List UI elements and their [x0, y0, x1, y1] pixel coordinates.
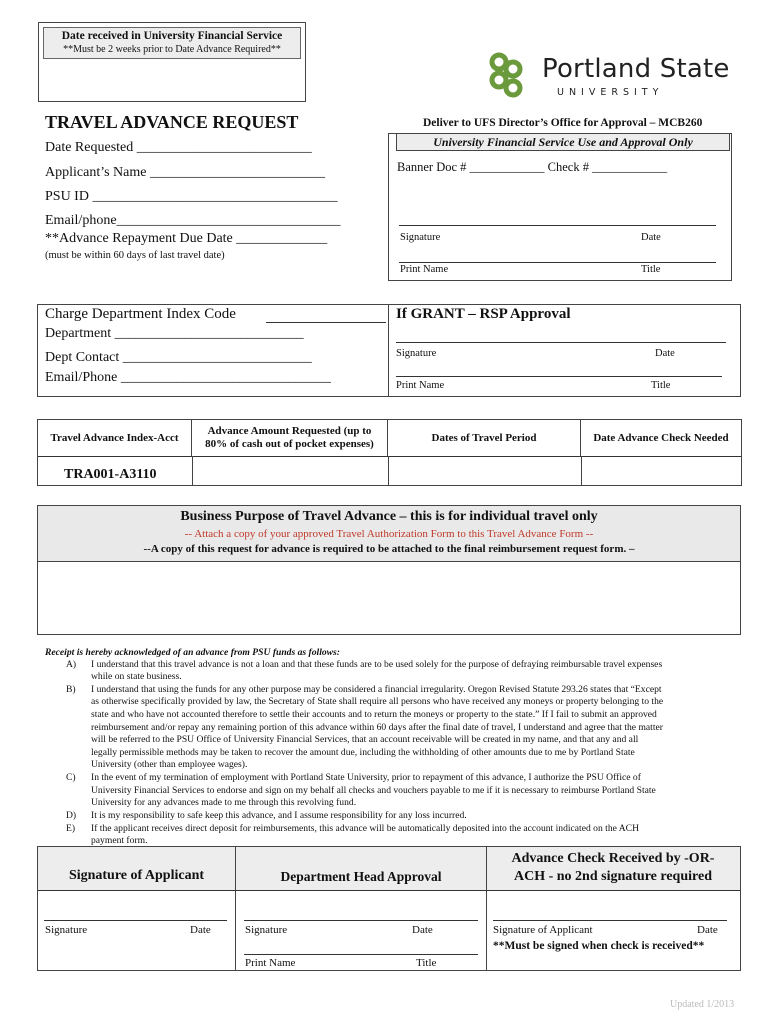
table-col-divider-3 [581, 456, 582, 485]
dept-print-name-label: Print Name [245, 957, 296, 969]
dept-date-label: Date [412, 924, 433, 936]
attach-authorization-note: -- Attach a copy of your approved Travel Authorization Form to this Travel Advance Form -- [184, 528, 594, 540]
grant-signature-label: Signature [396, 348, 437, 359]
charge-index-heading: Charge Department Index Code [45, 306, 236, 322]
ack-b-line: reimbursement and/or repay any remaining portion of this advance within 60 days after the final date of travel, I understand and agree that the matter [91, 722, 663, 733]
index-acct-value: TRA001-A3110 [64, 467, 157, 482]
table-col-divider-1 [192, 456, 193, 485]
th-amount-requested: Advance Amount Requested (up to 80% of cash out of pocket expenses) [192, 420, 388, 456]
applicant-signature-heading: Signature of Applicant [68, 868, 205, 883]
dept-signature-label: Signature [245, 924, 288, 936]
ufs-approval-box [388, 133, 732, 281]
sig-col-divider-1 [235, 847, 236, 971]
applicant-name-field[interactable]: Applicant’s Name _________________________ [45, 165, 325, 180]
psu-logo-icon [487, 50, 525, 100]
check-needed-input[interactable] [583, 457, 740, 484]
ack-letter-c: C) [66, 772, 76, 783]
grant-signature-line[interactable] [396, 342, 726, 343]
ufs-signature-label: Signature [400, 232, 441, 243]
dept-email-phone-field[interactable]: Email/Phone ______________________________ [45, 370, 331, 385]
ufs-signature-line[interactable] [399, 225, 716, 226]
ack-b-line: will be referred to the PSU Office of University Financial Services, that an account receivable will be created in my name, and that any and all [91, 734, 639, 745]
ack-letter-a: A) [66, 659, 77, 670]
ufs-only-banner [396, 133, 730, 151]
must-sign-note: **Must be signed when check is received** [493, 940, 705, 952]
date-received-note: **Must be 2 weeks prior to Date Advance Required** [63, 44, 281, 55]
ack-b-line: University (other than employee wages). [91, 759, 248, 770]
th-index-acct: Travel Advance Index-Acct [38, 420, 192, 456]
ack-b-line: as otherwise specifically provided by law, the Secretary of State shall require all persons who have received any moneys or property belonging to the [91, 696, 664, 707]
grant-title-label: Title [651, 380, 671, 391]
department-field[interactable]: Department ___________________________ [45, 326, 304, 341]
logo-subtitle: UNIVERSITY [557, 87, 664, 98]
dept-print-line[interactable] [244, 954, 478, 955]
ufs-print-name-label: Print Name [400, 264, 449, 275]
check-received-heading: Advance Check Received by -OR- ACH - no 2nd signature required [511, 851, 715, 884]
repayment-note: (must be within 60 days of last travel date) [45, 250, 225, 261]
date-received-header [43, 27, 301, 59]
logo-wordmark: Portland State [542, 54, 730, 84]
dept-head-approval-heading: Department Head Approval [280, 869, 442, 884]
ack-letter-d: D) [66, 810, 77, 821]
th-check-needed: Date Advance Check Needed [593, 431, 729, 444]
date-requested-field[interactable]: Date Requested _________________________ [45, 140, 312, 155]
business-purpose-header [37, 505, 741, 562]
ufs-date-label: Date [641, 232, 661, 243]
deliver-instruction: Deliver to UFS Director’s Office for Approval – MCB260 [423, 117, 703, 129]
check-received-date-label: Date [697, 924, 718, 936]
business-purpose-textarea[interactable] [37, 561, 741, 635]
table-col-divider-2 [388, 456, 389, 485]
ufs-print-line[interactable] [399, 262, 716, 263]
updated-footer: Updated 1/2013 [670, 999, 735, 1010]
dept-contact-field[interactable]: Dept Contact ___________________________ [45, 350, 312, 365]
ack-intro: Receipt is hereby acknowledged of an advance from PSU funds as follows: [45, 647, 340, 658]
email-phone-field[interactable]: Email/phone________________________________ [45, 213, 341, 228]
grant-print-name-label: Print Name [396, 380, 445, 391]
ack-e-line: If the applicant receives direct deposit for reimbursements, this advance will be automatically deposited into the account indicated on the ACH [91, 823, 640, 834]
ack-c-line: University for any advances made to me through this revolving fund. [91, 797, 357, 808]
applicant-date-label: Date [190, 924, 211, 936]
ack-c-line: In the event of my termination of employment with Portland State University, prior to repayment of this advance, I authorize the PSU Office of [91, 772, 641, 783]
form-title: TRAVEL ADVANCE REQUEST [45, 112, 299, 132]
ack-b-line: state and who have not accounted therefore to settle their accounts and to return the moneys or property to the state.” If I fail to submit an approved [91, 709, 657, 720]
applicant-signature-line[interactable] [44, 920, 227, 921]
repayment-due-field[interactable]: **Advance Repayment Due Date _____________ [45, 231, 328, 246]
dept-title-label: Title [416, 957, 437, 969]
banner-check-fields[interactable]: Banner Doc # ____________ Check # ____________ [397, 160, 668, 174]
charge-index-line[interactable] [266, 322, 386, 323]
business-purpose-title: Business Purpose of Travel Advance – this is for individual travel only [180, 509, 598, 524]
travel-dates-input[interactable] [390, 457, 579, 484]
grant-heading: If GRANT – RSP Approval [396, 306, 571, 322]
ack-a-line: while on state business. [91, 671, 182, 682]
ack-b-line: I understand that using the funds for any other purpose may be considered a financial irregularity. Oregon Revised Statute 293.26 states that “Except [91, 684, 662, 695]
psu-id-field[interactable]: PSU ID ___________________________________ [45, 189, 338, 204]
check-received-signature-line[interactable] [493, 920, 727, 921]
date-received-title: Date received in University Financial Service [61, 30, 283, 42]
sig-col-divider-2 [486, 847, 487, 971]
check-received-signature-label: Signature of Applicant [493, 924, 593, 936]
applicant-signature-label: Signature [45, 924, 88, 936]
dept-signature-line[interactable] [244, 920, 478, 921]
copy-required-note: --A copy of this request for advance is required to be attached to the final reimbursement request form. – [143, 543, 635, 555]
ack-b-line: legally permissible methods may be taken to recover the amount due, including the withholding of other amounts due to me by Portland State [91, 747, 635, 758]
ack-c-line: University Financial Services to endorse and sign on my behalf all checks and vouchers payable to me if it is necessary to reimburse Portland State [91, 785, 656, 796]
ack-letter-b: B) [66, 684, 76, 695]
th-travel-dates: Dates of Travel Period [388, 420, 581, 456]
travel-advance-table [37, 419, 742, 486]
ack-a-line: I understand that this travel advance is not a loan and that these funds are to be used solely for the purpose of defraying reimbursable travel expenses [91, 659, 663, 670]
ack-d-line: It is my responsibility to safe keep this advance, and I assume responsibility for any loss incurred. [91, 810, 467, 821]
ack-e-line: payment form. [91, 835, 148, 846]
amount-requested-input[interactable] [194, 457, 386, 484]
ack-letter-e: E) [66, 823, 76, 834]
grant-date-label: Date [655, 348, 675, 359]
ufs-title-label: Title [641, 264, 661, 275]
ufs-only-label: University Financial Service Use and Approval Only [433, 135, 693, 149]
sig-header-divider [38, 890, 740, 891]
grant-print-line[interactable] [396, 376, 722, 377]
